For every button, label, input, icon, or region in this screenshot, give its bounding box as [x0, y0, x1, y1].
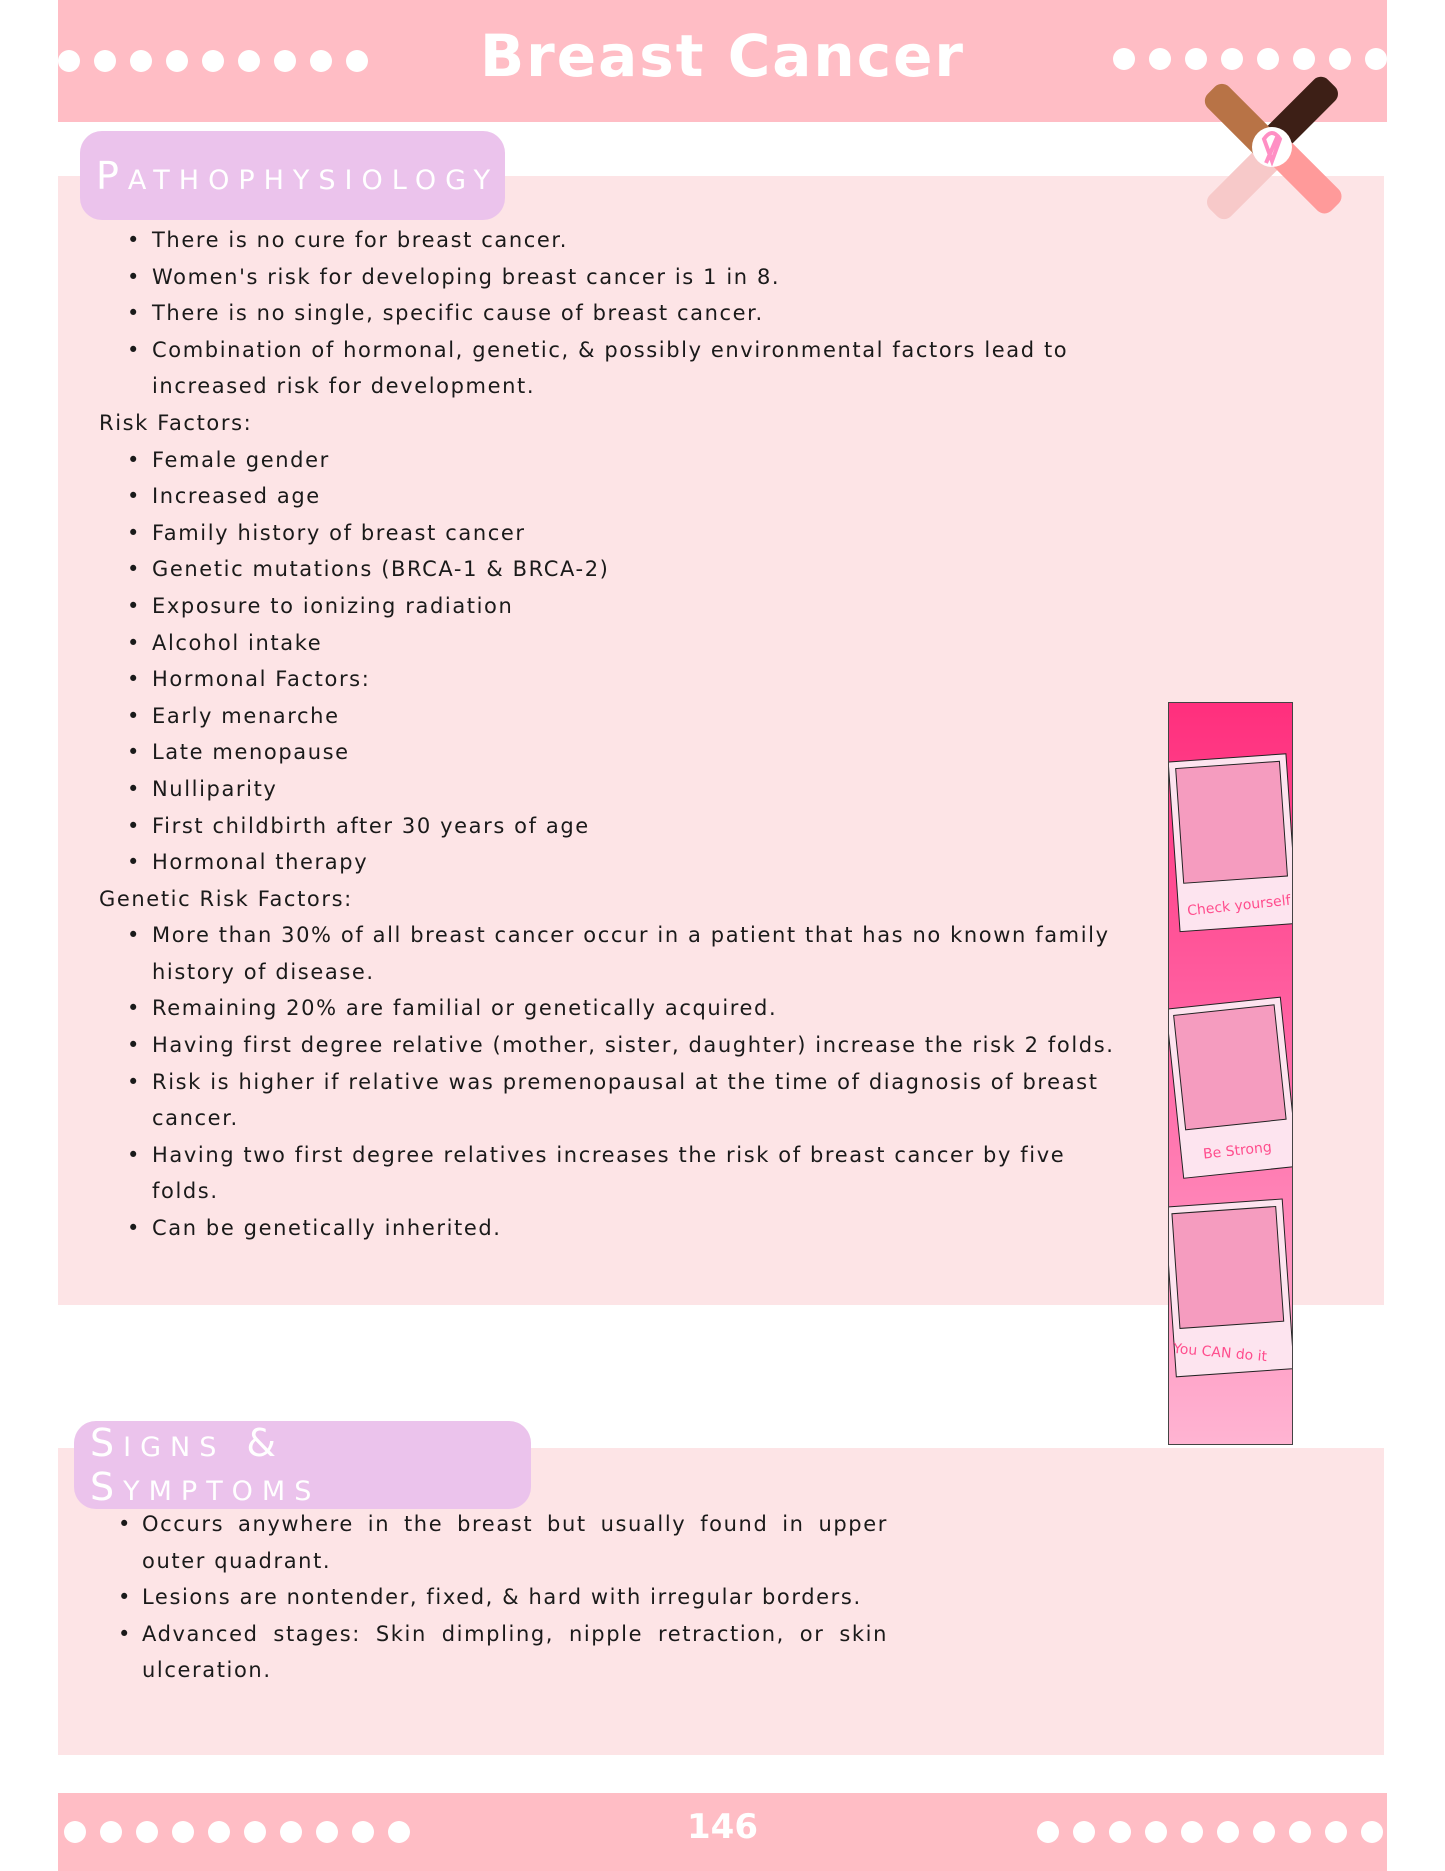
- list-item: • Occurs anywhere in the breast but usually found in upper outer quadrant.: [98, 1506, 888, 1579]
- page-title: Breast Cancer: [479, 22, 966, 90]
- list-item: • There is no cure for breast cancer.: [99, 222, 1129, 259]
- subheading: Risk Factors:: [99, 410, 253, 435]
- list-item: • More than 30% of all breast cancer occur in a patient that has no known family history of disease.: [99, 917, 1129, 990]
- awareness-illustration: [1168, 702, 1293, 1445]
- hands-ribbon-icon: [1192, 69, 1349, 229]
- list-item: • There is no single, specific cause of breast cancer.: [99, 295, 1129, 332]
- list-item: • Female gender: [99, 442, 1129, 479]
- list-item: • Having two first degree relatives increases the risk of breast cancer by five folds.: [99, 1137, 1129, 1210]
- list-item: • Remaining 20% are familial or genetically acquired.: [99, 990, 1129, 1027]
- dots-decoration: [1037, 1821, 1383, 1843]
- list-item: • Having first degree relative (mother, sister, daughter) increase the risk 2 folds.: [99, 1027, 1129, 1064]
- list-item: • Family history of breast cancer: [99, 515, 1129, 552]
- caption-you-can-do-it: You CAN do it: [1172, 1340, 1268, 1366]
- signs-list: [98, 1506, 888, 1689]
- list-item: • Can be genetically inherited.: [99, 1210, 1129, 1247]
- list-item: • Early menarche: [99, 698, 1129, 735]
- footer-band: [58, 1793, 1387, 1871]
- caption-be-strong: Be Strong: [1202, 1139, 1273, 1163]
- list-item: • First childbirth after 30 years of age: [99, 808, 1129, 845]
- list-item: • Lesions are nontender, fixed, & hard with irregular borders.: [98, 1579, 888, 1616]
- subheading: Genetic Risk Factors:: [99, 886, 353, 911]
- header-band: [58, 0, 1387, 122]
- list-item: • Hormonal therapy: [99, 844, 1129, 881]
- list-item: • Nulliparity: [99, 771, 1129, 808]
- signs-symptoms-label: Signs & Symptoms: [74, 1421, 531, 1509]
- list-item: • Genetic mutations (BRCA-1 & BRCA-2): [99, 551, 1129, 588]
- list-item: • Alcohol intake: [99, 625, 1129, 662]
- list-item: • Combination of hormonal, genetic, & possibly environmental factors lead to increased risk for development.: [99, 332, 1129, 405]
- list-item: • Advanced stages: Skin dimpling, nipple retraction, or skin ulceration.: [98, 1616, 888, 1689]
- list-item: • Risk is higher if relative was premenopausal at the time of diagnosis of breast cancer.: [99, 1064, 1129, 1137]
- list-item: • Exposure to ionizing radiation: [99, 588, 1129, 625]
- caption-check-yourself: Check yourself: [1186, 892, 1292, 920]
- page-number: 146: [687, 1807, 758, 1847]
- list-item: • Late menopause: [99, 734, 1129, 771]
- list-item: • Hormonal Factors:: [99, 661, 1129, 698]
- pathophysiology-list: [99, 222, 1129, 1247]
- list-item: • Increased age: [99, 478, 1129, 515]
- pathophysiology-label: Pathophysiology: [80, 131, 505, 220]
- list-item: • Women's risk for developing breast cancer is 1 in 8.: [99, 259, 1129, 296]
- dots-decoration: [1113, 48, 1387, 70]
